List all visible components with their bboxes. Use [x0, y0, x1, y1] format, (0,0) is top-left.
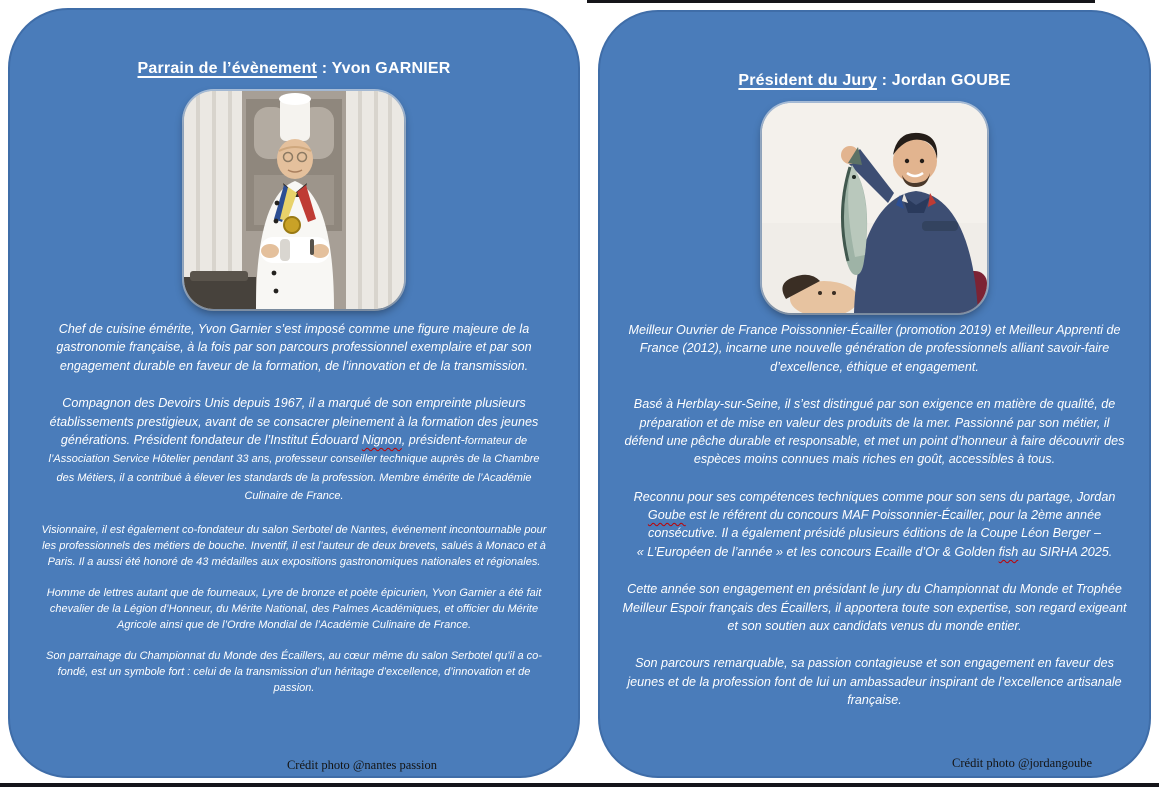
right-title-underlined: Président du Jury — [738, 72, 877, 89]
right-paragraph-3-mid: est le référent du concours MAF Poissonnier-Écailler, pour la 2ème année consécutive. Il a également présidé plusieurs éditions de la Coupe Léon Berger – « L’Européen de l’année » et les concours Ecaille d’Or & Golden — [636, 508, 1102, 559]
left-paragraph-2-small: formateur de l’Association Service Hôtelier pendant 33 ans, professeur conseiller technique auprès de la Chambre des Métiers, il a contribué à élever les standards de la profession. Membre émérite de l’Académie Culinaire de France. — [48, 434, 540, 502]
right-paragraph-1: Meilleur Ouvrier de France Poissonnier-Écailler (promotion 2019) et Meilleur Apprenti de France (2012), incarne une nouvelle génération de professionnels alliant savoir-faire d’excellence, éthique et engagement. — [628, 323, 1121, 374]
yvon-garnier-photo-illustration — [184, 91, 404, 309]
left-paragraph-2 — [40, 394, 548, 504]
jordan-goube-photo — [762, 103, 987, 313]
panel-president-jury — [598, 10, 1151, 778]
left-paragraph-3: Visionnaire, il est également co-fondateur du salon Serbotel de Nantes, événement incontournable pour les professionnels des métiers de bouche. Inventif, il est l’auteur de deux brevets, salués à Monaco et à Paris. Il a aussi été honoré de 43 médailles aux expositions gastronomiques nationales et régionales. — [41, 524, 547, 569]
panel-parrain — [8, 8, 580, 778]
jordan-goube-photo-illustration — [762, 103, 987, 313]
left-paragraph-2-start: Compagnon des Devoirs Unis depuis 1967, il a marqué de son empreinte plusieurs établissements prestigieux, avant de se consacrer pleinement à la formation des jeunes générations. Président fondateur de l’Institut Édouard — [49, 396, 539, 447]
left-panel-title — [40, 60, 548, 78]
left-title-underlined: Parrain de l’évènement — [137, 60, 318, 77]
right-paragraph-5: Son parcours remarquable, sa passion contagieuse et son engagement en faveur des jeunes et de la profession font de lui un ambassadeur inspirant de l’excellence artisanale française. — [627, 656, 1122, 707]
left-paragraph-2-mid: , président- — [401, 432, 465, 447]
right-photo-credit: Crédit photo @jordangoube — [952, 756, 1092, 770]
right-paragraph-3-end: au SIRHA 2025. — [1018, 544, 1113, 559]
right-title-rest: : Jordan GOUBE — [876, 72, 1011, 89]
right-paragraph-2: Basé à Herblay-sur-Seine, il s’est distingué par son exigence en matière de qualité, de préparation et de mise en valeur des produits de la mer. Passionné par son métier, il défend une pêche durable et responsable, et met un point d’honneur à faire découvrir des espèces moins connues mais riches en goût, accessibles à tous. — [624, 397, 1125, 467]
misspelled-word-nignon: Nignon — [361, 432, 402, 447]
right-paragraph-3-start: Reconnu pour ses compétences techniques comme pour son sens du partage, Jordan — [633, 489, 1116, 504]
misspelled-word-fish: fish — [998, 544, 1019, 559]
left-paragraph-5: Son parrainage du Championnat du Monde des Écaillers, au cœur même du salon Serbotel qu’il a co-fondé, est un symbole fort : celui de la transmission d’un héritage d’excellence, d’innovation et de passion. — [46, 650, 542, 694]
left-paragraph-4: Homme de lettres autant que de fourneaux, Lyre de bronze et poète épicurien, Yvon Garnier a été fait chevalier de la Légion d’Honneur, du Mérite National, des Palmes Académiques, et officier du Mérite Agricole ainsi que de l’Ordre Mondial de l’Académie Culinaire de France. — [46, 587, 542, 632]
right-paragraph-4: Cette année son engagement en présidant le jury du Championnat du Monde et Trophée Meilleur Espoir français des Écaillers, il apportera toute son expertise, son regard exigeant et son soutien aux candidats venus du monde entier. — [622, 582, 1127, 633]
left-photo-credit: Crédit photo @nantes passion — [286, 758, 437, 772]
yvon-garnier-photo — [184, 91, 404, 309]
top-right-divider-line — [587, 0, 1095, 3]
left-paragraph-1: Chef de cuisine émérite, Yvon Garnier s’est imposé comme une figure majeure de la gastronomie française, à la fois par son parcours professionnel exemplaire et par son engagement durable en faveur de la formation, de l’innovation et de la transmission. — [56, 322, 532, 373]
misspelled-word-goube: Goube — [647, 508, 686, 522]
bottom-divider-line — [0, 783, 1159, 787]
right-panel-title — [619, 72, 1130, 90]
left-title-rest: : Yvon GARNIER — [317, 60, 451, 77]
right-paragraph-3 — [619, 488, 1130, 562]
